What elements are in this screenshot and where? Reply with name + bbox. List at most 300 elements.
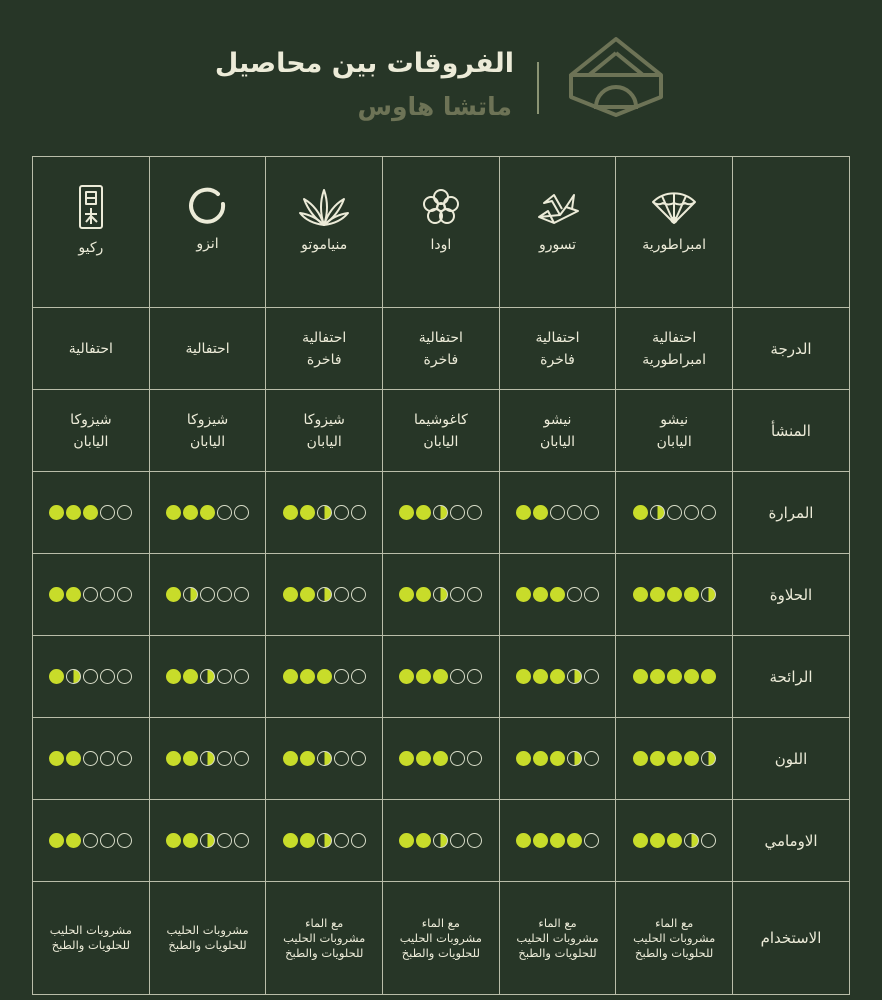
cell-line: امبراطورية (642, 351, 707, 368)
empty-dot (567, 505, 582, 520)
rating-cell (149, 554, 266, 636)
full-dot (283, 505, 298, 520)
empty-dot (100, 833, 115, 848)
empty-dot (217, 505, 232, 520)
full-dot (667, 833, 682, 848)
full-dot (550, 751, 565, 766)
paper-crane-icon (534, 187, 582, 227)
rating-dots (616, 833, 732, 848)
empty-dot (351, 833, 366, 848)
cell-line: للحلويات والطبخ (518, 945, 597, 960)
rating-dots (33, 505, 149, 520)
cell-line: احتفالية (302, 329, 347, 346)
text-cell (383, 390, 500, 472)
empty-dot (200, 587, 215, 602)
header (0, 0, 882, 150)
full-dot (399, 505, 414, 520)
empty-dot (467, 833, 482, 848)
full-dot (516, 751, 531, 766)
empty-dot (550, 505, 565, 520)
rating-cell (266, 718, 383, 800)
full-dot (66, 505, 81, 520)
half-dot (433, 833, 448, 848)
cell-line: شيزوكا (186, 411, 229, 428)
cell-line: مع الماء (538, 915, 577, 930)
full-dot (166, 751, 181, 766)
rating-cell (149, 636, 266, 718)
rating-dots (616, 505, 732, 520)
full-dot (650, 833, 665, 848)
empty-dot (567, 587, 582, 602)
half-dot (183, 587, 198, 602)
header-divider (537, 62, 539, 114)
row-label: المنشأ (733, 390, 850, 472)
full-dot (416, 587, 431, 602)
row-label: الحلاوة (733, 554, 850, 636)
full-dot (533, 833, 548, 848)
full-dot (317, 669, 332, 684)
table-row (33, 390, 850, 472)
full-dot (300, 669, 315, 684)
product-name: تسورو (538, 237, 577, 253)
page-subtitle: ماتشا هاوس (357, 92, 512, 121)
text-cell (616, 308, 733, 390)
full-dot (684, 669, 699, 684)
cell-line: احتفالية (418, 329, 463, 346)
rating-cell (33, 718, 150, 800)
text-cell (499, 390, 616, 472)
rating-cell (383, 800, 500, 882)
full-dot (533, 505, 548, 520)
rating-dots (383, 505, 499, 520)
cell-line: اليابان (306, 433, 342, 450)
text-cell (149, 390, 266, 472)
usage-cell (499, 882, 616, 995)
text-cell (149, 308, 266, 390)
half-dot (317, 587, 332, 602)
cell-line: مشروبات الحليب (49, 923, 132, 937)
empty-dot (450, 587, 465, 602)
empty-dot (117, 833, 132, 848)
empty-dot (450, 669, 465, 684)
empty-dot (351, 505, 366, 520)
rating-dots (33, 587, 149, 602)
cell-line: مع الماء (305, 915, 344, 930)
rating-dots (500, 751, 616, 766)
empty-dot (467, 669, 482, 684)
rating-cell (266, 554, 383, 636)
cell-line: احتفالية (652, 329, 697, 346)
full-dot (633, 587, 648, 602)
empty-dot (584, 587, 599, 602)
cell-line: للحلويات والطبخ (285, 945, 364, 960)
cell-line: احتفالية (185, 340, 230, 357)
full-dot (283, 833, 298, 848)
full-dot (416, 751, 431, 766)
full-dot (516, 833, 531, 848)
full-dot (66, 587, 81, 602)
text-cell (33, 308, 150, 390)
text-cell (499, 308, 616, 390)
empty-dot (100, 669, 115, 684)
rating-cell (383, 636, 500, 718)
rating-dots (266, 669, 382, 684)
rating-cell (266, 472, 383, 554)
full-dot (516, 505, 531, 520)
rating-dots (150, 505, 266, 520)
rating-cell (33, 472, 150, 554)
rating-dots (266, 505, 382, 520)
product-header-cell (266, 157, 383, 308)
cell-line: مشروبات الحليب (516, 930, 599, 945)
rating-cell (149, 472, 266, 554)
full-dot (633, 505, 648, 520)
rating-dots (150, 751, 266, 766)
empty-dot (234, 833, 249, 848)
full-dot (300, 833, 315, 848)
rating-dots (33, 669, 149, 684)
product-header-cell (616, 157, 733, 308)
empty-dot (83, 669, 98, 684)
empty-dot (217, 587, 232, 602)
cell-line: اليابان (656, 433, 692, 450)
full-dot (550, 669, 565, 684)
cell-line: نيشو (660, 411, 689, 428)
product-name: منياموتو (301, 237, 348, 253)
empty-dot (450, 505, 465, 520)
full-dot (650, 751, 665, 766)
half-dot (701, 751, 716, 766)
rating-dots (500, 587, 616, 602)
table-row (33, 718, 850, 800)
full-dot (200, 505, 215, 520)
table-row (33, 636, 850, 718)
empty-dot (684, 505, 699, 520)
row-label: الاستخدام (733, 882, 850, 995)
full-dot (667, 751, 682, 766)
page-title: الفروقات بين محاصيل (214, 48, 514, 79)
empty-dot (83, 751, 98, 766)
empty-dot (584, 751, 599, 766)
rating-dots (500, 505, 616, 520)
half-dot (200, 669, 215, 684)
cell-line: نيشو (543, 411, 572, 428)
empty-dot (351, 669, 366, 684)
empty-dot (467, 505, 482, 520)
empty-dot (701, 505, 716, 520)
usage-cell (33, 882, 150, 995)
products-header-row (33, 157, 850, 308)
table-row (33, 882, 850, 995)
half-dot (317, 751, 332, 766)
empty-dot (584, 833, 599, 848)
cell-line: كاغوشيما (413, 411, 468, 428)
rating-cell (33, 636, 150, 718)
rating-dots (383, 751, 499, 766)
empty-dot (334, 751, 349, 766)
full-dot (667, 669, 682, 684)
rating-cell (383, 472, 500, 554)
empty-dot (584, 505, 599, 520)
rating-dots (150, 833, 266, 848)
product-header-cell (149, 157, 266, 308)
usage-cell (383, 882, 500, 995)
rating-dots (383, 669, 499, 684)
full-dot (433, 751, 448, 766)
cell-line: مشروبات الحليب (399, 930, 482, 945)
empty-dot (701, 833, 716, 848)
flower-icon (421, 187, 461, 227)
table-row (33, 472, 850, 554)
row-label: الدرجة (733, 308, 850, 390)
full-dot (66, 751, 81, 766)
full-dot (49, 505, 64, 520)
rating-cell (383, 718, 500, 800)
full-dot (399, 751, 414, 766)
full-dot (533, 751, 548, 766)
rating-dots (383, 833, 499, 848)
cell-line: اليابان (539, 433, 576, 450)
rating-dots (150, 587, 266, 602)
full-dot (684, 751, 699, 766)
rating-cell (383, 554, 500, 636)
cell-line: احتفالية (68, 340, 113, 357)
empty-dot (100, 751, 115, 766)
rating-dots (266, 751, 382, 766)
full-dot (183, 505, 198, 520)
rating-dots (150, 669, 266, 684)
full-dot (183, 669, 198, 684)
full-dot (283, 751, 298, 766)
full-dot (49, 587, 64, 602)
rating-cell (616, 472, 733, 554)
half-dot (701, 587, 716, 602)
empty-dot (467, 587, 482, 602)
empty-dot (117, 669, 132, 684)
full-dot (684, 587, 699, 602)
usage-cell (616, 882, 733, 995)
rating-cell (33, 554, 150, 636)
empty-dot (117, 505, 132, 520)
full-dot (399, 669, 414, 684)
empty-dot (334, 505, 349, 520)
empty-dot (334, 669, 349, 684)
empty-dot (83, 587, 98, 602)
cell-line: فاخرة (306, 351, 342, 368)
rating-cell (499, 636, 616, 718)
usage-cell (149, 882, 266, 995)
empty-dot (351, 587, 366, 602)
full-dot (166, 669, 181, 684)
rating-dots (33, 833, 149, 848)
cell-line: مع الماء (655, 915, 694, 930)
cell-line: للحلويات والطبخ (168, 938, 247, 952)
cell-line: اليابان (190, 433, 226, 450)
cell-line: شيزوكا (70, 411, 112, 428)
cell-line: احتفالية (535, 329, 580, 346)
enso-circle-icon (188, 186, 228, 226)
text-cell (33, 390, 150, 472)
full-dot (166, 833, 181, 848)
rating-dots (616, 587, 732, 602)
full-dot (49, 833, 64, 848)
bamboo-leaves-icon (298, 187, 350, 227)
corner-cell (733, 157, 850, 308)
product-header-cell (33, 157, 150, 308)
cell-line: للحلويات والطبخ (51, 938, 130, 952)
text-cell (616, 390, 733, 472)
table-row (33, 800, 850, 882)
half-dot (567, 669, 582, 684)
empty-dot (234, 669, 249, 684)
product-header-cell (383, 157, 500, 308)
full-dot (283, 587, 298, 602)
rating-cell (33, 800, 150, 882)
full-dot (633, 751, 648, 766)
half-dot (200, 833, 215, 848)
cell-line: للحلويات والطبخ (401, 945, 480, 960)
rating-cell (499, 718, 616, 800)
empty-dot (117, 751, 132, 766)
full-dot (433, 669, 448, 684)
empty-dot (351, 751, 366, 766)
full-dot (516, 587, 531, 602)
full-dot (166, 505, 181, 520)
full-dot (399, 587, 414, 602)
full-dot (650, 587, 665, 602)
rating-cell (499, 800, 616, 882)
full-dot (399, 833, 414, 848)
empty-dot (467, 751, 482, 766)
rating-dots (616, 669, 732, 684)
rating-cell (499, 554, 616, 636)
empty-dot (234, 751, 249, 766)
empty-dot (450, 751, 465, 766)
row-label: اللون (733, 718, 850, 800)
rating-dots (33, 751, 149, 766)
half-dot (317, 833, 332, 848)
cell-line: فاخرة (540, 351, 575, 368)
cell-line: اليابان (73, 433, 109, 450)
half-dot (433, 587, 448, 602)
full-dot (550, 587, 565, 602)
rating-cell (499, 472, 616, 554)
empty-dot (234, 505, 249, 520)
full-dot (166, 587, 181, 602)
full-dot (516, 669, 531, 684)
row-label: الاومامي (733, 800, 850, 882)
full-dot (550, 833, 565, 848)
row-label: الرائحة (733, 636, 850, 718)
empty-dot (100, 587, 115, 602)
rating-dots (616, 751, 732, 766)
full-dot (83, 505, 98, 520)
product-name: امبراطورية (642, 237, 707, 253)
full-dot (283, 669, 298, 684)
full-dot (533, 669, 548, 684)
comparison-table (32, 156, 850, 995)
empty-dot (667, 505, 682, 520)
product-header-cell (499, 157, 616, 308)
half-dot (66, 669, 81, 684)
half-dot (200, 751, 215, 766)
text-cell (266, 308, 383, 390)
full-dot (300, 751, 315, 766)
full-dot (416, 833, 431, 848)
table-row (33, 308, 850, 390)
row-label: المرارة (733, 472, 850, 554)
cell-line: مشروبات الحليب (633, 930, 716, 945)
full-dot (300, 587, 315, 602)
cell-line: فاخرة (423, 351, 459, 368)
rating-dots (266, 833, 382, 848)
rating-dots (500, 669, 616, 684)
empty-dot (83, 833, 98, 848)
empty-dot (217, 833, 232, 848)
table-row (33, 554, 850, 636)
half-dot (684, 833, 699, 848)
empty-dot (584, 669, 599, 684)
text-cell (383, 308, 500, 390)
full-dot (49, 751, 64, 766)
kanji-seal-icon (78, 184, 104, 230)
full-dot (416, 669, 431, 684)
full-dot (633, 669, 648, 684)
fan-icon (650, 187, 698, 227)
text-cell (266, 390, 383, 472)
rating-cell (266, 800, 383, 882)
empty-dot (217, 751, 232, 766)
product-name: اودا (430, 237, 452, 253)
empty-dot (334, 833, 349, 848)
empty-dot (217, 669, 232, 684)
empty-dot (234, 587, 249, 602)
rating-cell (616, 554, 733, 636)
product-name: انزو (196, 236, 219, 252)
rating-dots (266, 587, 382, 602)
full-dot (66, 833, 81, 848)
house-arch-logo-icon (563, 35, 669, 119)
full-dot (49, 669, 64, 684)
rating-cell (266, 636, 383, 718)
half-dot (433, 505, 448, 520)
rating-dots (383, 587, 499, 602)
cell-line: شيزوكا (303, 411, 345, 428)
rating-cell (616, 800, 733, 882)
usage-cell (266, 882, 383, 995)
empty-dot (100, 505, 115, 520)
full-dot (633, 833, 648, 848)
rating-dots (500, 833, 616, 848)
full-dot (183, 751, 198, 766)
half-dot (317, 505, 332, 520)
full-dot (416, 505, 431, 520)
empty-dot (450, 833, 465, 848)
rating-cell (149, 800, 266, 882)
empty-dot (334, 587, 349, 602)
full-dot (183, 833, 198, 848)
rating-cell (616, 718, 733, 800)
cell-line: مشروبات الحليب (283, 930, 366, 945)
rating-cell (149, 718, 266, 800)
full-dot (300, 505, 315, 520)
half-dot (650, 505, 665, 520)
rating-cell (616, 636, 733, 718)
full-dot (667, 587, 682, 602)
empty-dot (117, 587, 132, 602)
full-dot (701, 669, 716, 684)
full-dot (533, 587, 548, 602)
